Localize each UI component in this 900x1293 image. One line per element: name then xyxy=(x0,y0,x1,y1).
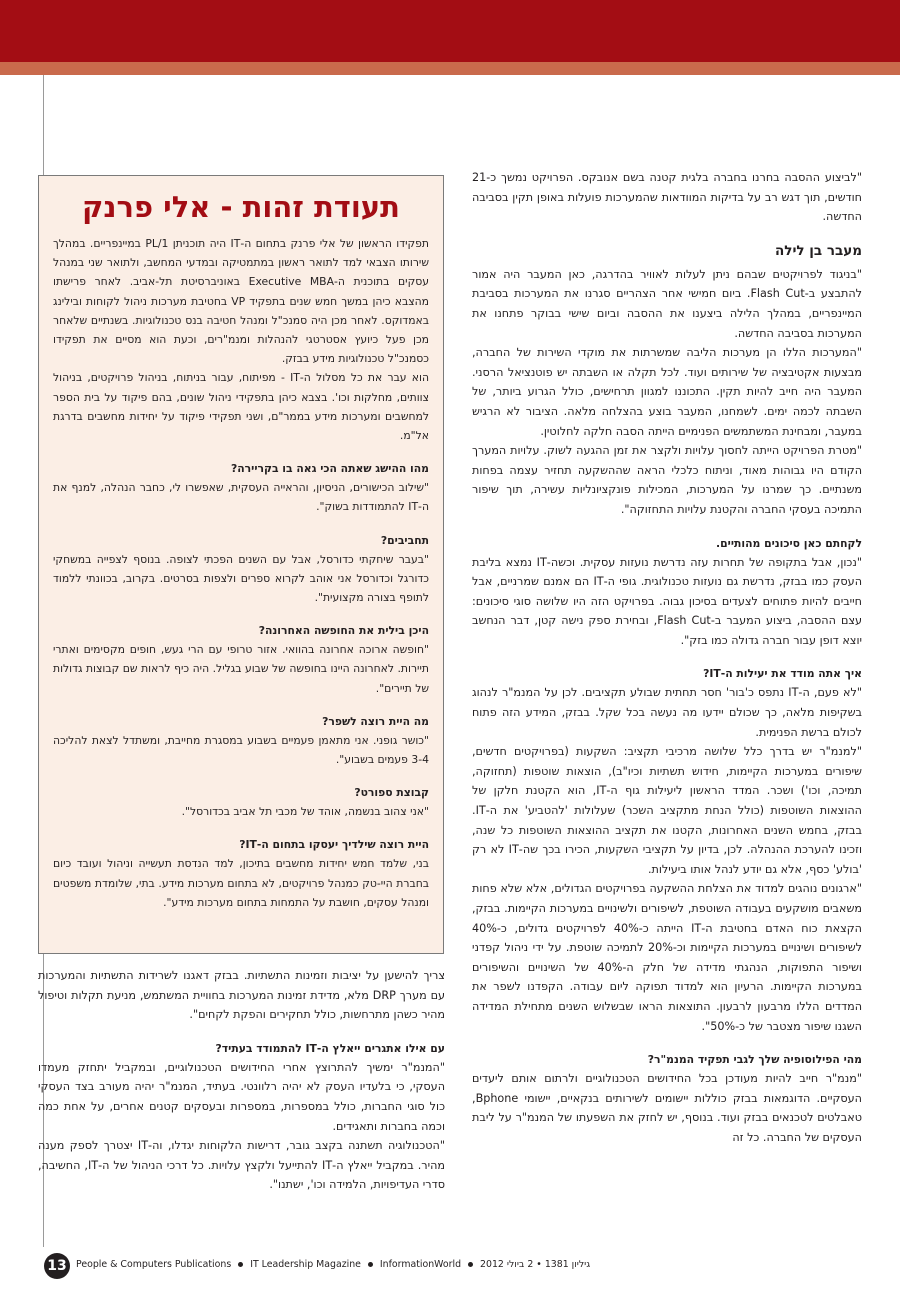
sidebar-question: מה היית רוצה לשפר? xyxy=(322,714,429,728)
sidebar-question: היית רוצה שילדיך יעסקו בתחום ה-IT? xyxy=(239,838,429,852)
paragraph: "המנמ"ר ימשיך להתרוצץ אחרי החידושים הטכנולוגיים, ובמקביל יתחזק מעמדו העסקי, כי בלעדיו העסק לא יהיה רלוונטי. בעתיד, המנמ"ר יהיה מעורב בצד העסקי כול סוגי החברות, כולל במספרות, במספרות ובעסקים קטנים אחרים, על אחת כמה וכמה בחברות ותאגידים. xyxy=(38,1060,445,1133)
article-column-left xyxy=(38,966,445,1244)
paragraph: צריך להישען על יציבות וזמינות התשתיות. בבזק דאגנו לשרידות התשתיות והמערכות עם מערך DRP מלא, מדידת זמינות המערכות בחוויית המשתמש, מניעת תקלות וטיפול מהיר כשהן מתרחשות, כולל תחקירים והפקת לקחים". xyxy=(38,969,445,1022)
paragraph: הוא עבר את כל מסלול ה-IT - מפיתוח, עבור בניתוח, בניהול פרויקטים, בניהול צוותים, מחלקות וכו'. בצבא כיהן בתפקידי ניהול שונים, בהם פיקוד על בית הספר למחשבים ומערכות מידע בממר"ם, ושני תפקידי פיקוד על יחידות מחשבים בדרגת אל"מ. xyxy=(53,371,430,443)
sidebar-answer: "כושר גופני. אני מתאמן פעמיים בשבוע במסגרת מחייבת, ומשתדל לצאת להליכה 3-4 פעמים בשבוע". xyxy=(53,733,429,767)
sidebar-answer: "שילוב הכישורים, הניסיון, והראייה העסקית, שאפשרו לי, כחבר הנהלה, למנף את ה-IT להתמודדות בשוק". xyxy=(53,481,429,514)
page-footer xyxy=(44,1253,874,1279)
sidebar-answer: "בעבר שיחקתי כדורסל, אבל עם השנים הפכתי לצופה. בנוסף לצפייה במשחקי כדורגל וכדורסל אני אוהב לקרוא ספרים ולצפות בסרטים. בקרוב, בכוונתי ללמוד לתופף בצורה מקצועית". xyxy=(53,552,429,605)
footer-issue: גיליון 1381 • 2 ביולי 2012 xyxy=(480,1259,591,1270)
sidebar-answer: "אני צהוב בנשמה, אוהד של מכבי תל אביב בכדורסל". xyxy=(181,805,429,819)
paragraph: "הטכנולוגיה תשתנה בקצב גובר, דרישות הלקוחות יגדלו, וה-IT יצטרך לספק מענה מהיר. במקביל ייאלץ ה-IT להתייעל ולקצץ עלויות. כל דרכי הניהול של ה-IT, החשיבה, סדרי העדיפויות, הלמידה וכו', ישתנו". xyxy=(38,1139,445,1192)
sidebar-question: מהו ההישג שאתה הכי גאה בו בקריירה? xyxy=(230,462,429,476)
paragraph: "בניגוד לפרויקטים שבהם ניתן לעלות לאוויר בהדרגה, כאן המעבר היה אמור להתבצע ב-Flash Cut. ביום חמישי אחר הצהריים סגרנו את המערכות בסביבת המיינפריים, במהלך הלילה ביצענו את ההסבה וביום שישי בבוקר פתחנו את המערכות בסביבה החדשה. xyxy=(472,267,862,340)
footer-site: InformationWorld xyxy=(379,1259,462,1270)
profile-sidebar xyxy=(38,175,444,954)
paragraph: "לביצוע ההסבה בחרנו בחברה בלגית קטנה בשם אנובקס. הפרויקט נמשך כ-21 חודשים, תוך דגש רב על בדיקות המוודאות שהמערכות פועלות באופן תקין בסביבה החדשה. xyxy=(472,171,862,224)
paragraph: "מנמ"ר חייב להיות מעודכן בכל החידושים הטכנולוגיים ולרתום אותם ליעדים העסקיים. הדוגמאות בבזק כוללות יישומים לשירותים בנקאיים, יישומי Bphone, טאבלטים לטכנאים בבזק ועוד. בנוסף, יש לחזק את השפעתו של המנמ"ר על ליבת העסקים של החברה. כל זה xyxy=(472,1072,862,1144)
footer-credits xyxy=(76,1259,590,1270)
article-column-right xyxy=(472,168,862,1244)
paragraph: תפקידו הראשון של אלי פרנק בתחום ה-IT היה תוכניתן PL/1 במיינפריים. במהלך שירותו הצבאי למד לתואר ראשון במתמטיקה ובמדעי המחשב, ולתואר שני במנהל עסקים בתוכנית ה-Executive MBA באוניברסיטת תל-אביב. לאחר פרישתו מהצבא כיהן במשך חמש שנים בתפקיד VP בחטיבת מערכות ניהול לקוחות ובילינג באמדוקס. לאחר מכן היה סמנכ"ל ומנהל חטיבה בנס טכנולוגיות. בשנתיים שלאחר מכן פעל כיועץ אסטרטגי להנהלות ומנמ"רים, וכעת הוא מסיים את תפקידו כסמנכ"ל טכנולוגיות מידע בבזק. xyxy=(53,237,430,366)
section-heading: מעבר בן לילה xyxy=(775,242,862,259)
sidebar-question: היכן בילית את החופשה האחרונה? xyxy=(258,624,429,638)
paragraph: "המערכות הללו הן מערכות הליבה שמשרתות את מוקדי השירות של החברה, מבצעות אקטיבציה של שירותים ועוד. לכל תקלה או השבתה יש פוטנציאל הרסני. המעבר היה חייב להיות תקין. התכוננו למגוון תרחישים, כולל הגרוע ביותר, של השבתה לכמה ימים. לשמחנו, המעבר בוצע בהצלחה מלאה. הציבור לא הרגיש במעבר, ומבחינת המשתמשים הפנימיים הייתה הסבה חלקה לחלוטין. xyxy=(472,346,862,438)
sidebar-question: קבוצת ספורט? xyxy=(354,786,429,800)
paragraph: "נכון, אבל בתקופה של תחרות עזה נדרשת נועזות עסקית. וכשה-IT נמצא בליבת העסק כמו בבזק, נדרשת גם נועזות טכנולוגית. גופי ה-IT הם אמנם שמרניים, אבל חייבים להיות פתוחים לצעדים בסיכון גבוה. בפרויקט הזה היו שלושה סוגי סיכונים: עצם ההסבה, ביצוע המעבר ב-Flash Cut, ובחירת ספק נישה קטן, דבר הנחשב יוצא דופן עבור חברה גדולה כמו בזק". xyxy=(472,555,862,647)
header-bar xyxy=(0,0,900,62)
interview-question: מהי הפילוסופיה שלך לגבי תפקיד המנמ"ר? xyxy=(647,1053,862,1067)
sidebar-question: תחביבים? xyxy=(380,533,429,547)
bullet-icon xyxy=(468,1262,473,1267)
paragraph: "למנמ"ר יש בדרך כלל שלושה מרכיבי תקציב: השקעות (בפרויקטים חדשים, שיפורים במערכות הקיימות, חידוש תשתיות וכיו"ב), הוצאות שוטפות (תחזוקה, תמיכה, וכו') ושכר. המדד הראשון ליעילות גוף ה-IT, הוא הקטנת חלקן של ההוצאות השוטפות (כולל הנחת מתקציב השכר) שעלולות 'להטביע' את ה-IT. בבזק, בחמש השנים האחרונות, הקטנו את תקציב ההוצאות השוטפות כל שנה, וזכינו להערכת ההנהלה. לכן, בדיון על תקציבי השקעות, הכירו בכך שה-IT לא רק 'בולע' כסף, אלא גם יודע לנהל אותו ביעילות. xyxy=(472,745,862,876)
paragraph: "ארגונים נוהגים למדוד את הצלחת ההשקעה בפרויקטים הגדולים, אלא שלא פחות משאבים מושקעים בעבודה השוטפת, לשיפורים ולשינויים במערכות הקיימות. בבזק, הקצאת כוח האדם בחטיבת ה-IT הייתה כ-40% לפרויקטים גדולים, כ-40% לשיפורים ושינויים במערכות הקיימות וכ-20% לתמיכה שוטפת. על ידי ניהול קפדני ושיפור התפוקות, הנהגתי מדידה של חלק ה-40% של השינויים והשיפורים במערכות הקיימות. הרעיון הוא למדוד תפוקה ליום עבודה. הקפדנו לשפר את המדדים הללו מרבעון לרבעון. התוצאות הראו שבשלוש השנים מתחילת המדידה השגנו שיפור מצטבר של כ-50%". xyxy=(472,882,862,1033)
sidebar-answer: בני, שלמד חמש יחידות מחשבים בתיכון, למד הנדסת תעשייה וניהול ועובד כיום בחברת היי-טק כמנהל פרויקטים, לא בתחום מערכות מידע. בתי, שלומדת משפטים ומנהל עסקים, חושבת על התמחות בתחום מערכות מידע". xyxy=(53,857,429,909)
sidebar-answer: "חופשה ארוכה אחרונה בהוואי. אזור טרופי עם הרי געש, חופים מקסימים ואתרי תיירות. לאחרונה היינו בחופשה של שבוע בגליל. היה כיף לראות שם קבוצות גדולות של תיירים". xyxy=(53,643,429,695)
footer-magazine: IT Leadership Magazine xyxy=(250,1259,361,1270)
page-number: 13 xyxy=(44,1253,70,1279)
sidebar-title: תעודת זהות - אלי פרנק xyxy=(82,190,400,224)
paragraph: "לא פעם, ה-IT נתפס כ'בור' חסר תחתית שבולע תקציבים. לכן על המנמ"ר לנהוג בשקיפות מלאה, כך שכולם יידעו מה נעשה בכל שקל. בבזק, המידע הזה פתוח לכולם ברשת הפנימית. xyxy=(472,686,862,739)
bullet-icon xyxy=(238,1262,243,1267)
interview-question: איך אתה מודד את יעילות ה-IT? xyxy=(703,667,862,681)
footer-publisher: People & Computers Publications xyxy=(76,1259,232,1270)
bullet-icon xyxy=(368,1262,373,1267)
interview-question: לקחתם כאן סיכונים מהותיים. xyxy=(716,536,862,550)
interview-question: עם אילו אתגרים ייאלץ ה-IT להתמודד בעתיד? xyxy=(215,1041,445,1055)
header-stripe xyxy=(0,62,900,75)
paragraph: "מטרת הפרויקט הייתה לחסוך עלויות ולקצר את זמן ההגעה לשוק. עלויות המערך הקודם היו גבוהות מאוד, וניתוח כלכלי הראה שההשקעה תחזיר עצמה בפחות משנתיים. כך שמרנו על המערכות, המכילות פונקציונליות עשירה, תוך שיפור התמיכה בעסקי החברה והקטנת עלויות התחזוקה". xyxy=(472,444,862,516)
